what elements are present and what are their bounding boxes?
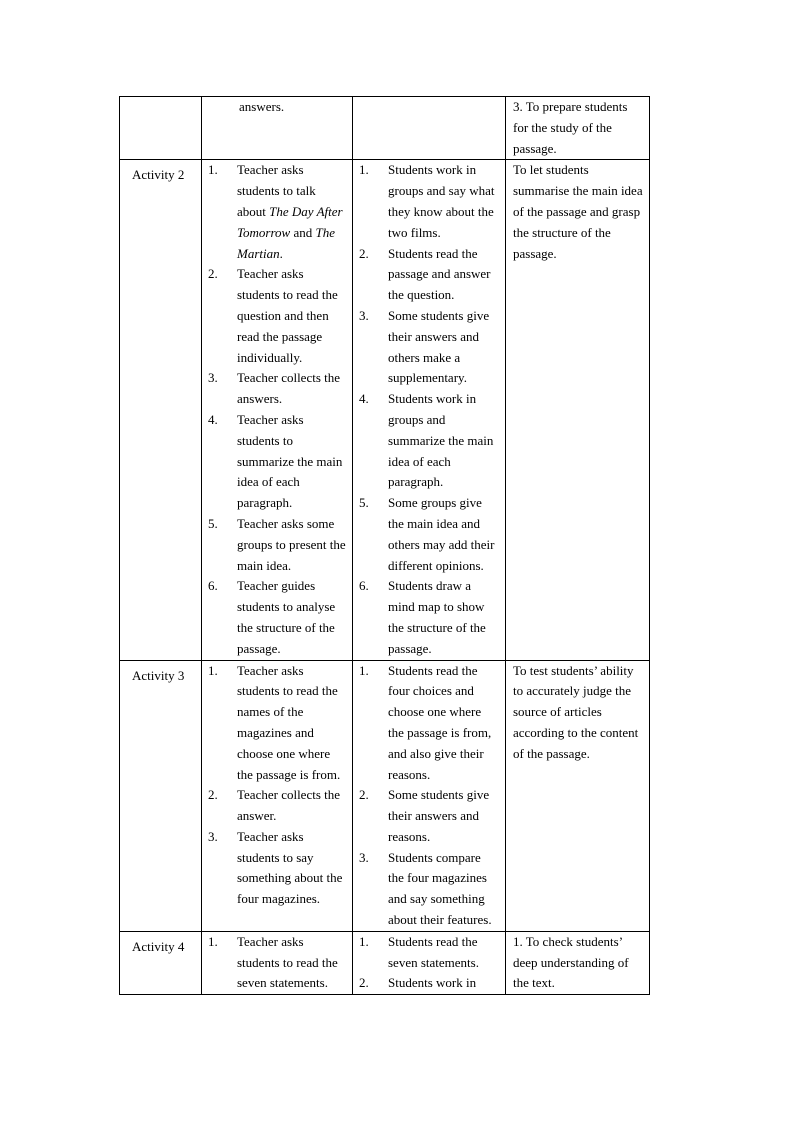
activity-label: Activity 2 [132, 167, 185, 183]
list-item: 1. Teacher asks students to read the names of the magazines and choose one where the passage is from. [208, 662, 341, 782]
student-activity-cell [353, 160, 506, 660]
list-item: 1. Teacher asks students to read the seven statements. [208, 933, 338, 991]
teacher-steps-list [208, 932, 346, 994]
student-steps-list [359, 932, 499, 994]
list-item: 3. Some students give their answers and others make a supplementary. [359, 307, 490, 386]
student-steps-list [359, 160, 499, 659]
list-item: 1. Students work in groups and say what they know about the two films. [359, 162, 495, 240]
list-item: 6. Students draw a mind map to show the structure of the passage. [359, 578, 486, 656]
table-row [120, 160, 650, 660]
purpose-cell [506, 660, 650, 931]
table-row [120, 931, 650, 994]
activity-cell [120, 160, 202, 660]
list-item: 2. Students work in [359, 975, 477, 991]
teacher-continuation-text: answers. [239, 99, 285, 114]
activity-cell [120, 931, 202, 994]
purpose-text: To test students’ ability to accurately judge the source of articles according to the content of the passage. [513, 662, 639, 761]
lesson-plan-table [119, 96, 650, 995]
film-title: The Day After Tomorrow [237, 203, 343, 240]
list-item: 1. Teacher asks students to talk about The Day After Tomorrow and The Martian. [208, 162, 343, 261]
purpose-text: 3. To prepare students for the study of the passage. [513, 99, 628, 156]
list-item: 6. Teacher guides students to analyse the structure of the passage. [208, 578, 336, 656]
list-item: 3. Teacher collects the answers. [208, 370, 341, 407]
list-item: 2. Teacher collects the answer. [208, 787, 341, 824]
film-title: The Martian [237, 224, 336, 261]
purpose-cell [506, 931, 650, 994]
teacher-activity-cell [202, 931, 353, 994]
student-activity-cell [353, 97, 506, 160]
list-item: 3. Students compare the four magazines and say something about their features. [359, 849, 492, 928]
purpose-text: 1. To check students’ deep understanding of the text. [513, 933, 629, 991]
list-item: 3. Teacher asks students to say something about the four magazines. [208, 828, 343, 907]
list-item: 4. Teacher asks students to summarize the main idea of each paragraph. [208, 411, 343, 511]
student-activity-cell [353, 660, 506, 931]
activity-cell [120, 97, 202, 160]
list-item: 5. Teacher asks some groups to present the main idea. [208, 515, 346, 573]
student-activity-cell [353, 931, 506, 994]
teacher-activity-cell [202, 660, 353, 931]
list-item: 5. Some groups give the main idea and others may add their different opinions. [359, 495, 495, 573]
purpose-text: To let students summarise the main idea of the passage and grasp the structure of the passage. [513, 162, 643, 261]
table-row [120, 660, 650, 931]
student-steps-list [359, 661, 499, 931]
list-item: 4. Students work in groups and summarize the main idea of each paragraph. [359, 391, 494, 490]
list-item: 2. Some students give their answers and reasons. [359, 787, 490, 844]
purpose-cell [506, 160, 650, 660]
teacher-steps-list [208, 160, 346, 659]
teacher-activity-cell [202, 97, 353, 160]
activity-cell [120, 660, 202, 931]
list-item: 2. Teacher asks students to read the question and then read the passage individually. [208, 266, 338, 365]
list-item: 1. Students read the seven statements. [359, 933, 479, 970]
table-row [120, 97, 650, 160]
list-item: 1. Students read the four choices and choose one where the passage is from, and also give their reasons. [359, 662, 492, 782]
purpose-cell [506, 97, 650, 160]
activity-label: Activity 4 [132, 938, 185, 954]
list-item: 2. Students read the passage and answer the question. [359, 245, 491, 303]
teacher-steps-list [208, 661, 346, 911]
teacher-activity-cell [202, 160, 353, 660]
activity-label: Activity 3 [132, 667, 185, 683]
